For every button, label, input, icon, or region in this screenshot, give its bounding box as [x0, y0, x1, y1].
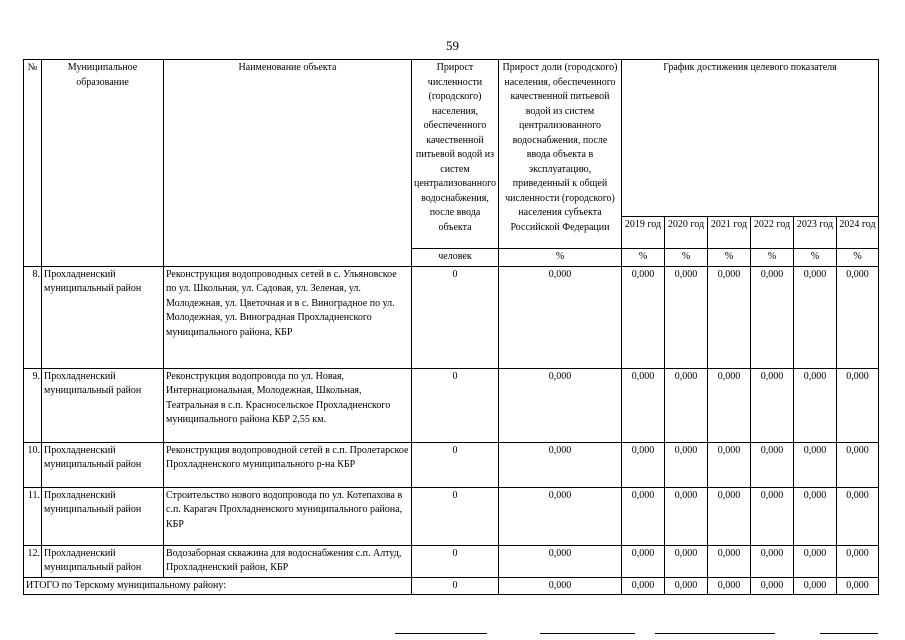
row-number: 12.	[24, 545, 42, 577]
target-indicator-table	[23, 59, 879, 595]
row-people: 0	[412, 545, 499, 577]
row-year-value: 0,000	[793, 487, 836, 545]
row-municipality: Прохладненский муниципальный район	[42, 266, 164, 368]
row-year-value: 0,000	[750, 266, 793, 368]
header-share-increase: Прирост доли (городского) населения, обеспеченного качественной питьевой водой из систем централизованного водоснабжения, после ввода объекта в эксплуатацию, приведенный к общей численности (городского) населения субъекта Российской Федерации	[498, 60, 621, 249]
table-row	[24, 368, 879, 442]
row-share: 0,000	[498, 545, 621, 577]
row-object: Реконструкция водопроводной сетей в с.п. Пролетарское Прохладненского муниципального р-на КБР	[164, 442, 412, 487]
row-share: 0,000	[498, 266, 621, 368]
row-municipality: Прохладненский муниципальный район	[42, 368, 164, 442]
unit-percent: %	[836, 249, 878, 267]
row-municipality: Прохладненский муниципальный район	[42, 545, 164, 577]
total-year-value: 0,000	[621, 577, 664, 595]
row-year-value: 0,000	[664, 487, 707, 545]
row-year-value: 0,000	[793, 266, 836, 368]
total-label: ИТОГО по Терскому муниципальному району:	[24, 577, 412, 595]
total-people: 0	[412, 577, 499, 595]
row-year-value: 0,000	[750, 442, 793, 487]
header-year: 2021 год	[707, 217, 750, 249]
header-municipality: Муниципальное образование	[42, 60, 164, 267]
header-year: 2019 год	[621, 217, 664, 249]
row-year-value: 0,000	[750, 368, 793, 442]
header-year: 2020 год	[664, 217, 707, 249]
total-year-value: 0,000	[664, 577, 707, 595]
total-row	[24, 577, 879, 595]
row-object: Реконструкция водопроводных сетей в с. Ульяновское по ул. Школьная, ул. Садовая, ул. Зеленая, ул. Молодежная, ул. Цветочная и в с. Виноградное по ул. Молодежная, ул. Виноградная Прохладненского муниципального района, КБР	[164, 266, 412, 368]
unit-percent: %	[707, 249, 750, 267]
footer-rule	[820, 633, 878, 634]
unit-percent: %	[664, 249, 707, 267]
row-year-value: 0,000	[836, 487, 878, 545]
row-year-value: 0,000	[621, 545, 664, 577]
row-people: 0	[412, 368, 499, 442]
footer-rule	[395, 633, 487, 634]
unit-percent: %	[621, 249, 664, 267]
total-year-value: 0,000	[750, 577, 793, 595]
unit-percent: %	[793, 249, 836, 267]
row-year-value: 0,000	[836, 368, 878, 442]
row-share: 0,000	[498, 442, 621, 487]
row-object: Водозаборная скважина для водоснабжения с.п. Алтуд, Прохладненский район, КБР	[164, 545, 412, 577]
row-year-value: 0,000	[707, 266, 750, 368]
unit-percent: %	[498, 249, 621, 267]
table-row	[24, 487, 879, 545]
row-object: Строительство нового водопровода по ул. Котепахова в с.п. Карагач Прохладненского муниципального района, КБР	[164, 487, 412, 545]
row-year-value: 0,000	[664, 545, 707, 577]
header-no: №	[24, 60, 42, 267]
row-year-value: 0,000	[664, 368, 707, 442]
header-object: Наименование объекта	[164, 60, 412, 267]
row-year-value: 0,000	[664, 442, 707, 487]
row-year-value: 0,000	[707, 368, 750, 442]
row-year-value: 0,000	[793, 545, 836, 577]
row-year-value: 0,000	[621, 266, 664, 368]
row-number: 8.	[24, 266, 42, 368]
row-year-value: 0,000	[750, 545, 793, 577]
row-number: 9.	[24, 368, 42, 442]
unit-people: человек	[412, 249, 499, 267]
row-year-value: 0,000	[707, 442, 750, 487]
row-year-value: 0,000	[707, 487, 750, 545]
row-share: 0,000	[498, 487, 621, 545]
row-year-value: 0,000	[793, 368, 836, 442]
row-people: 0	[412, 266, 499, 368]
row-year-value: 0,000	[621, 487, 664, 545]
table-row	[24, 545, 879, 577]
row-year-value: 0,000	[836, 442, 878, 487]
table-row	[24, 442, 879, 487]
table-row	[24, 266, 879, 368]
total-year-value: 0,000	[836, 577, 878, 595]
row-people: 0	[412, 442, 499, 487]
row-municipality: Прохладненский муниципальный район	[42, 442, 164, 487]
page-number: 59	[446, 38, 459, 53]
row-people: 0	[412, 487, 499, 545]
row-year-value: 0,000	[621, 442, 664, 487]
row-year-value: 0,000	[621, 368, 664, 442]
row-year-value: 0,000	[793, 442, 836, 487]
unit-percent: %	[750, 249, 793, 267]
row-number: 10.	[24, 442, 42, 487]
header-year: 2024 год	[836, 217, 878, 249]
header-year: 2022 год	[750, 217, 793, 249]
footer-rule	[540, 633, 635, 634]
total-share: 0,000	[498, 577, 621, 595]
row-year-value: 0,000	[750, 487, 793, 545]
row-object: Реконструкция водопровода по ул. Новая, Интернациональная, Молодежная, Школьная, Театральная в с.п. Красносельское Прохладненского муниципального района КБР 2,55 км.	[164, 368, 412, 442]
row-municipality: Прохладненский муниципальный район	[42, 487, 164, 545]
row-year-value: 0,000	[664, 266, 707, 368]
row-share: 0,000	[498, 368, 621, 442]
row-year-value: 0,000	[836, 266, 878, 368]
row-number: 11.	[24, 487, 42, 545]
header-year: 2023 год	[793, 217, 836, 249]
header-population-increase: Прирост численности (городского) населения, обеспеченного качественной питьевой водой из систем централизованного водоснабжения, после ввода объекта	[412, 60, 499, 249]
header-schedule: График достижения целевого показателя	[621, 60, 878, 217]
row-year-value: 0,000	[836, 545, 878, 577]
total-year-value: 0,000	[793, 577, 836, 595]
total-year-value: 0,000	[707, 577, 750, 595]
footer-rule	[655, 633, 775, 634]
row-year-value: 0,000	[707, 545, 750, 577]
